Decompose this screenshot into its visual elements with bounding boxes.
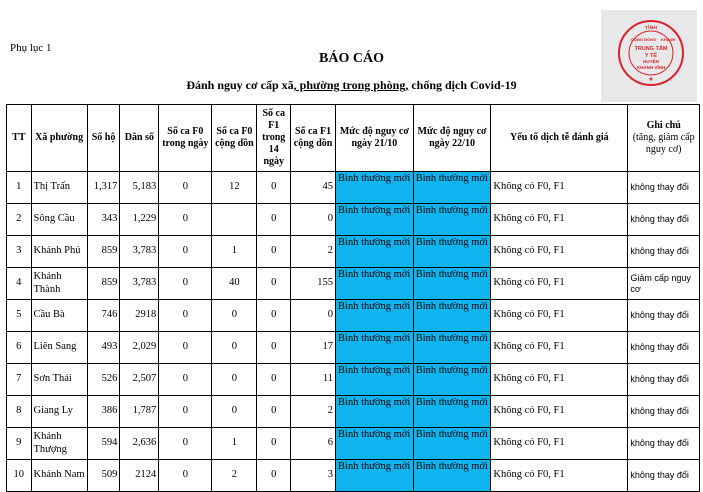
cell-ward-name: Khánh Phú xyxy=(31,236,87,268)
cell-f1-total: 17 xyxy=(291,332,336,364)
cell-population: 5,183 xyxy=(120,172,159,204)
cell-epi-factor: Không có F0, F1 xyxy=(491,300,628,332)
cell-risk-21: Bình thường mới xyxy=(336,460,414,492)
subtitle-underlined: , phường trong phòng, xyxy=(293,78,409,92)
cell-f0-day: 0 xyxy=(159,396,212,428)
table-row xyxy=(7,332,700,364)
cell-note: không thay đổi xyxy=(628,428,700,460)
cell-households: 859 xyxy=(87,268,120,300)
cell-row-index: 4 xyxy=(7,268,32,300)
cell-epi-factor: Không có F0, F1 xyxy=(491,268,628,300)
cell-population: 2918 xyxy=(120,300,159,332)
header-note-title: Ghi chú xyxy=(646,120,681,131)
cell-ward-name: Giang Ly xyxy=(31,396,87,428)
cell-risk-21: Bình thường mới xyxy=(336,204,414,236)
cell-f0-day: 0 xyxy=(159,300,212,332)
cell-f1-total: 2 xyxy=(291,236,336,268)
header-f0-day: Số ca F0 trong ngày xyxy=(159,105,212,172)
cell-epi-factor: Không có F0, F1 xyxy=(491,172,628,204)
cell-f1-14days: 0 xyxy=(257,396,291,428)
cell-f0-total: 40 xyxy=(212,268,257,300)
cell-f0-day: 0 xyxy=(159,364,212,396)
cell-risk-22: Bình thường mới xyxy=(413,396,491,428)
cell-households: 509 xyxy=(87,460,120,492)
table-header-row xyxy=(7,105,700,172)
cell-ward-name: Liên Sang xyxy=(31,332,87,364)
header-factor: Yếu tố dịch tễ đánh giá xyxy=(491,105,628,172)
cell-f1-total: 0 xyxy=(291,204,336,236)
cell-row-index: 6 xyxy=(7,332,32,364)
table-row xyxy=(7,268,700,300)
cell-row-index: 3 xyxy=(7,236,32,268)
cell-risk-21: Bình thường mới xyxy=(336,268,414,300)
header-tt: TT xyxy=(7,105,32,172)
cell-f1-total: 155 xyxy=(291,268,336,300)
header-risk-21: Mức độ nguy cơ ngày 21/10 xyxy=(336,105,414,172)
cell-note: không thay đổi xyxy=(628,460,700,492)
cell-risk-22: Bình thường mới xyxy=(413,268,491,300)
official-seal-icon xyxy=(617,19,685,87)
cell-risk-21: Bình thường mới xyxy=(336,332,414,364)
cell-ward-name: Khánh Nam xyxy=(31,460,87,492)
header-population: Dân số xyxy=(120,105,159,172)
cell-f0-total: 1 xyxy=(212,236,257,268)
cell-ward-name: Cầu Bà xyxy=(31,300,87,332)
stamp-star-icon: ★ xyxy=(648,77,654,83)
cell-households: 859 xyxy=(87,236,120,268)
cell-households: 594 xyxy=(87,428,120,460)
stamp-line-2: Y TẾ xyxy=(644,53,658,59)
table-row xyxy=(7,396,700,428)
cell-f0-day: 0 xyxy=(159,268,212,300)
cell-f0-day: 0 xyxy=(159,236,212,268)
cell-f1-14days: 0 xyxy=(257,204,291,236)
cell-epi-factor: Không có F0, F1 xyxy=(491,460,628,492)
cell-row-index: 8 xyxy=(7,396,32,428)
cell-note: không thay đổi xyxy=(628,364,700,396)
cell-epi-factor: Không có F0, F1 xyxy=(491,396,628,428)
cell-risk-21: Bình thường mới xyxy=(336,364,414,396)
cell-population: 2,029 xyxy=(120,332,159,364)
table-row xyxy=(7,428,700,460)
cell-ward-name: Sơn Thái xyxy=(31,364,87,396)
header-households: Số hộ xyxy=(87,105,120,172)
report-title: BÁO CÁO xyxy=(319,51,384,66)
cell-f0-day: 0 xyxy=(159,428,212,460)
cell-risk-22: Bình thường mới xyxy=(413,236,491,268)
cell-ward-name: Khánh Thượng xyxy=(31,428,87,460)
cell-note: không thay đổi xyxy=(628,396,700,428)
cell-risk-21: Bình thường mới xyxy=(336,300,414,332)
cell-note: Giảm cấp nguy cơ xyxy=(628,268,700,300)
header-f1-total: Số ca F1 cộng dồn xyxy=(291,105,336,172)
cell-population: 3,783 xyxy=(120,236,159,268)
table-row xyxy=(7,204,700,236)
cell-risk-22: Bình thường mới xyxy=(413,460,491,492)
cell-risk-22: Bình thường mới xyxy=(413,172,491,204)
cell-f1-14days: 0 xyxy=(257,172,291,204)
report-subtitle xyxy=(0,78,703,93)
cell-note: không thay đổi xyxy=(628,172,700,204)
table-row xyxy=(7,364,700,396)
cell-f0-total: 2 xyxy=(212,460,257,492)
cell-f1-total: 0 xyxy=(291,300,336,332)
cell-risk-22: Bình thường mới xyxy=(413,332,491,364)
cell-epi-factor: Không có F0, F1 xyxy=(491,364,628,396)
cell-row-index: 10 xyxy=(7,460,32,492)
stamp-arc-left: CỘNG ĐỒNG xyxy=(631,37,657,42)
cell-row-index: 7 xyxy=(7,364,32,396)
subtitle-part-1: Đánh nguy cơ cấp xã xyxy=(186,78,294,92)
cell-row-index: 5 xyxy=(7,300,32,332)
cell-households: 386 xyxy=(87,396,120,428)
cell-f1-total: 6 xyxy=(291,428,336,460)
cell-population: 2124 xyxy=(120,460,159,492)
table-row xyxy=(7,236,700,268)
cell-f1-14days: 0 xyxy=(257,300,291,332)
cell-f0-total: 12 xyxy=(212,172,257,204)
stamp-area xyxy=(601,10,697,102)
stamp-arc-top: TỈNH xyxy=(644,24,658,32)
cell-risk-22: Bình thường mới xyxy=(413,300,491,332)
cell-f0-total: 0 xyxy=(212,300,257,332)
stamp-arc-right: KHÁNH xyxy=(661,37,676,42)
cell-population: 1,787 xyxy=(120,396,159,428)
cell-f0-total: 0 xyxy=(212,332,257,364)
cell-risk-22: Bình thường mới xyxy=(413,364,491,396)
cell-f1-14days: 0 xyxy=(257,236,291,268)
cell-f0-day: 0 xyxy=(159,204,212,236)
header-risk-22: Mức độ nguy cơ ngày 22/10 xyxy=(413,105,491,172)
cell-row-index: 2 xyxy=(7,204,32,236)
cell-f0-total: 0 xyxy=(212,396,257,428)
cell-households: 746 xyxy=(87,300,120,332)
cell-risk-22: Bình thường mới xyxy=(413,204,491,236)
cell-row-index: 1 xyxy=(7,172,32,204)
cell-epi-factor: Không có F0, F1 xyxy=(491,428,628,460)
cell-risk-21: Bình thường mới xyxy=(336,172,414,204)
cell-f0-total: 1 xyxy=(212,428,257,460)
header-note xyxy=(628,105,700,172)
cell-ward-name: Thị Trấn xyxy=(31,172,87,204)
cell-population: 2,636 xyxy=(120,428,159,460)
cell-households: 493 xyxy=(87,332,120,364)
cell-ward-name: Khánh Thành xyxy=(31,268,87,300)
header-note-sub: (tăng, giảm cấp nguy cơ) xyxy=(632,132,695,155)
cell-epi-factor: Không có F0, F1 xyxy=(491,204,628,236)
cell-population: 2,507 xyxy=(120,364,159,396)
cell-f0-total xyxy=(212,204,257,236)
cell-households: 1,317 xyxy=(87,172,120,204)
risk-report-table xyxy=(6,104,700,492)
cell-f1-total: 3 xyxy=(291,460,336,492)
appendix-label: Phụ lục 1 xyxy=(10,42,52,54)
cell-f1-14days: 0 xyxy=(257,332,291,364)
cell-row-index: 9 xyxy=(7,428,32,460)
cell-risk-21: Bình thường mới xyxy=(336,236,414,268)
stamp-line-1: TRUNG TÂM xyxy=(634,46,668,52)
cell-epi-factor: Không có F0, F1 xyxy=(491,236,628,268)
cell-f1-total: 11 xyxy=(291,364,336,396)
cell-risk-22: Bình thường mới xyxy=(413,428,491,460)
table-row xyxy=(7,460,700,492)
cell-note: không thay đổi xyxy=(628,236,700,268)
cell-f1-14days: 0 xyxy=(257,460,291,492)
cell-f0-day: 0 xyxy=(159,332,212,364)
cell-f1-14days: 0 xyxy=(257,428,291,460)
header-f1-14days: Số ca F1 trong 14 ngày xyxy=(257,105,291,172)
cell-ward-name: Sông Cầu xyxy=(31,204,87,236)
cell-f0-day: 0 xyxy=(159,460,212,492)
table-row xyxy=(7,300,700,332)
cell-households: 343 xyxy=(87,204,120,236)
cell-households: 526 xyxy=(87,364,120,396)
cell-note: không thay đổi xyxy=(628,300,700,332)
cell-epi-factor: Không có F0, F1 xyxy=(491,332,628,364)
header-f0-total: Số ca F0 cộng dồn xyxy=(212,105,257,172)
subtitle-part-2: chống dịch Covid-19 xyxy=(408,78,517,92)
cell-f1-total: 45 xyxy=(291,172,336,204)
cell-population: 3,783 xyxy=(120,268,159,300)
cell-risk-21: Bình thường mới xyxy=(336,396,414,428)
cell-f1-14days: 0 xyxy=(257,364,291,396)
table-row xyxy=(7,172,700,204)
header-ward: Xã phường xyxy=(31,105,87,172)
stamp-line-3: HUYỆN xyxy=(643,59,659,64)
svg-text:TỈNH xyxy=(645,24,658,32)
cell-population: 1,229 xyxy=(120,204,159,236)
stamp-line-4: KHÁNH VĨNH xyxy=(636,65,666,70)
cell-f0-day: 0 xyxy=(159,172,212,204)
cell-f1-total: 2 xyxy=(291,396,336,428)
cell-f1-14days: 0 xyxy=(257,268,291,300)
cell-note: không thay đổi xyxy=(628,332,700,364)
cell-risk-21: Bình thường mới xyxy=(336,428,414,460)
cell-f0-total: 0 xyxy=(212,364,257,396)
cell-note: không thay đổi xyxy=(628,204,700,236)
